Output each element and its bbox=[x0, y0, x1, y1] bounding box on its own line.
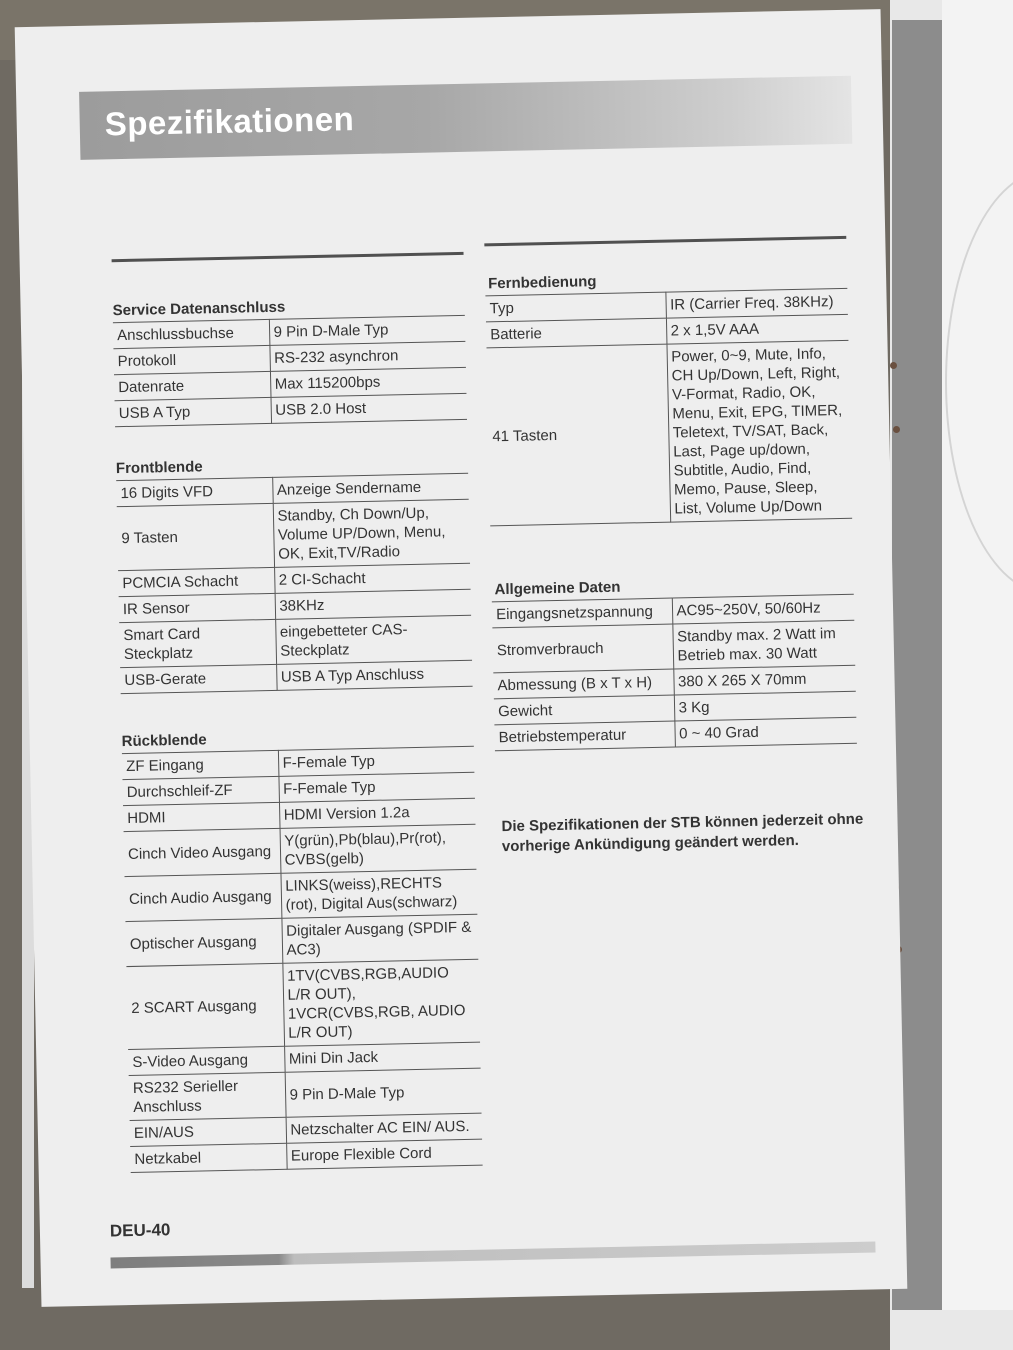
spec-key: USB-Gerate bbox=[120, 664, 277, 693]
spec-key: Cinch Audio Ausgang bbox=[125, 873, 282, 921]
footer-bar bbox=[110, 1241, 875, 1268]
spec-value: USB 2.0 Host bbox=[271, 393, 468, 423]
spec-key: 41 Tasten bbox=[487, 344, 671, 526]
spec-value: IR (Carrier Freq. 38KHz) bbox=[665, 288, 848, 318]
spec-value: Europe Flexible Cord bbox=[286, 1139, 483, 1169]
spec-value: Y(grün),Pb(blau),Pr(rot), CVBS(gelb) bbox=[280, 824, 477, 873]
spec-value: Digitaler Ausgang (SPDIF & AC3) bbox=[281, 914, 478, 963]
spec-row bbox=[129, 1068, 482, 1120]
spec-key: Anschlussbuchse bbox=[113, 319, 270, 348]
spec-value: Netzschalter AC EIN/ AUS. bbox=[286, 1113, 483, 1143]
column-rule-right bbox=[484, 236, 846, 247]
spec-key: Stromverbrauch bbox=[492, 624, 673, 673]
specification-notice: Die Spezifikationen der STB können jederzeit ohne vorherige Ankündigung geändert werden. bbox=[501, 810, 864, 856]
spec-key: Gewicht bbox=[494, 695, 675, 725]
manual-page bbox=[15, 9, 908, 1307]
spec-value: 1TV(CVBS,RGB,AUDIO L/R OUT), 1VCR(CVBS,RGB, AUDIO L/R OUT) bbox=[282, 959, 480, 1046]
spec-key: USB A Typ bbox=[115, 397, 272, 426]
section-heading-service: Service Datenanschluss bbox=[112, 298, 286, 320]
spec-key: Optischer Ausgang bbox=[125, 918, 282, 966]
spec-key: RS232 Serieller Anschluss bbox=[129, 1072, 286, 1120]
spec-key: 9 Tasten bbox=[117, 503, 274, 570]
spec-table-service bbox=[113, 315, 467, 427]
spec-key: 2 SCART Ausgang bbox=[126, 963, 284, 1049]
spec-value: 3 Kg bbox=[674, 691, 857, 721]
staple-hole bbox=[893, 426, 900, 433]
spec-key: Betriebstemperatur bbox=[494, 721, 675, 751]
spec-value: 2 x 1,5V AAA bbox=[666, 314, 849, 344]
spec-row bbox=[119, 615, 472, 667]
spec-value: 2 CI-Schacht bbox=[274, 563, 471, 593]
spec-key: IR Sensor bbox=[119, 593, 276, 622]
spec-value: 0 ~ 40 Grad bbox=[674, 717, 857, 747]
spec-value: Anzeige Sendername bbox=[272, 473, 469, 503]
spec-key: PCMCIA Schacht bbox=[118, 567, 275, 596]
spec-key: S-Video Ausgang bbox=[128, 1046, 285, 1075]
spec-table-front bbox=[116, 473, 472, 694]
spec-key: Netzkabel bbox=[130, 1143, 287, 1172]
spec-value: Standby, Ch Down/Up, Volume UP/Down, Menu, OK, Exit,TV/Radio bbox=[273, 499, 470, 567]
spec-key: EIN/AUS bbox=[130, 1117, 287, 1146]
staple-hole bbox=[890, 362, 897, 369]
spec-value: 9 Pin D-Male Typ bbox=[269, 315, 466, 345]
spec-value: 38KHz bbox=[275, 589, 472, 619]
spec-value: Power, 0~9, Mute, Info, CH Up/Down, Left, Right, V-Format, Radio, OK, Menu, Exit, EPG, TIMER, Teletext, TV/SAT, Back, Last, Page up/down, Subtitle, Audio, Find, Memo, Pause, Sleep, List, Volume Up/Down bbox=[666, 340, 852, 522]
spec-key: Protokoll bbox=[113, 345, 270, 374]
spec-key: Batterie bbox=[486, 318, 667, 348]
spec-key: Eingangsnetzspannung bbox=[492, 598, 673, 628]
spec-key: HDMI bbox=[123, 802, 280, 831]
spec-key: Smart Card Steckplatz bbox=[119, 619, 276, 667]
section-heading-front: Frontblende bbox=[115, 458, 203, 478]
section-heading-rear: Rückblende bbox=[121, 731, 207, 751]
spec-value: USB A Typ Anschluss bbox=[276, 660, 473, 690]
spec-key: 16 Digits VFD bbox=[116, 477, 273, 506]
section-heading-remote: Fernbedienung bbox=[487, 273, 597, 293]
spec-key: Cinch Video Ausgang bbox=[124, 828, 281, 876]
spec-value: RS-232 asynchron bbox=[269, 341, 466, 371]
spec-table-remote bbox=[485, 288, 852, 527]
spec-value: Max 115200bps bbox=[270, 367, 467, 397]
spec-row bbox=[117, 499, 470, 570]
spec-table-general bbox=[492, 594, 857, 752]
page-number: DEU-40 bbox=[109, 1220, 171, 1241]
spec-value: F-Female Typ bbox=[278, 772, 475, 802]
spec-table-rear bbox=[122, 746, 483, 1173]
spec-key: Datenrate bbox=[114, 371, 271, 400]
spec-value: HDMI Version 1.2a bbox=[279, 798, 476, 828]
spec-key: Abmessung (B x T x H) bbox=[493, 669, 674, 699]
column-rule-left bbox=[112, 252, 464, 262]
page-title: Spezifikationen bbox=[104, 100, 355, 143]
spec-value: LINKS(weiss),RECHTS (rot), Digital Aus(schwarz) bbox=[280, 869, 477, 918]
spec-row bbox=[126, 959, 480, 1049]
spec-value: Standby max. 2 Watt im Betrieb max. 30 Watt bbox=[672, 620, 855, 669]
spec-row bbox=[487, 340, 853, 526]
spec-row bbox=[125, 914, 478, 966]
section-heading-general: Allgemeine Daten bbox=[494, 578, 621, 599]
spec-row bbox=[492, 620, 855, 673]
spec-value: AC95~250V, 50/60Hz bbox=[672, 594, 855, 624]
spec-value: Mini Din Jack bbox=[284, 1042, 481, 1072]
spec-key: Durchschleif-ZF bbox=[122, 776, 279, 805]
spec-value: F-Female Typ bbox=[278, 746, 475, 776]
spec-value: 380 X 265 X 70mm bbox=[673, 665, 856, 695]
spec-key: Typ bbox=[485, 292, 666, 322]
spec-value: 9 Pin D-Male Typ bbox=[285, 1068, 482, 1117]
spec-key: ZF Eingang bbox=[122, 750, 279, 779]
spec-row bbox=[125, 869, 478, 921]
spec-value: eingebetteter CAS-Steckplatz bbox=[275, 615, 472, 664]
spec-row bbox=[124, 824, 477, 876]
